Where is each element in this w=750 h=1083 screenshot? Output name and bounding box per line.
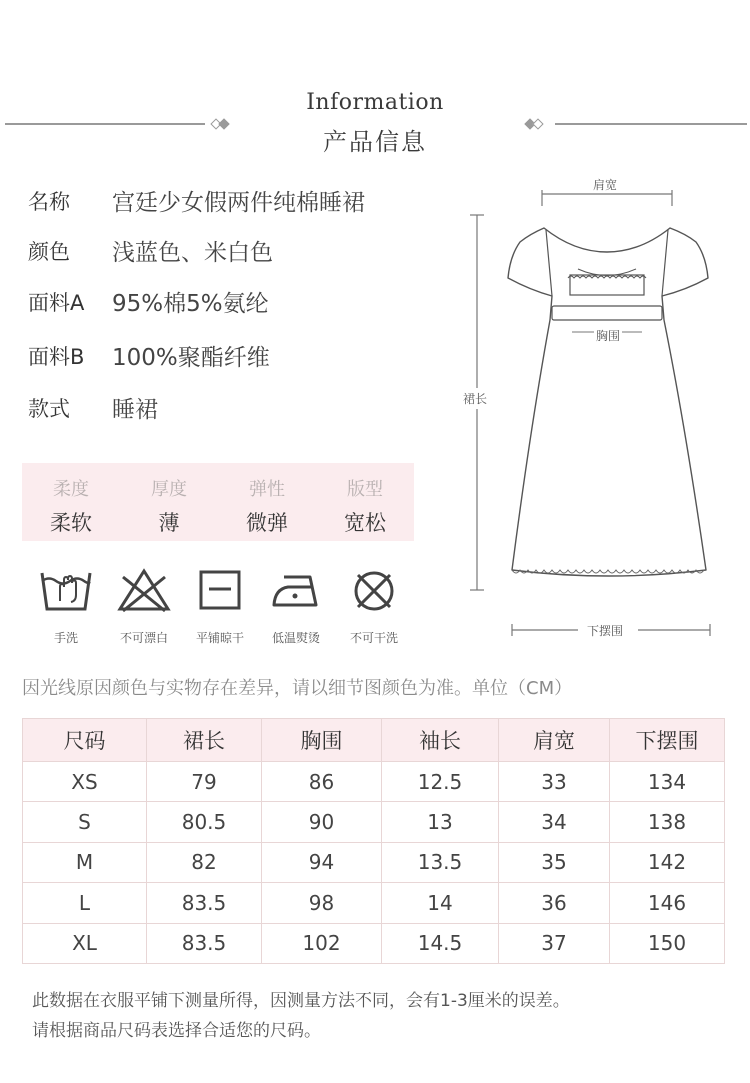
info-value: 浅蓝色、米白色 bbox=[112, 240, 273, 266]
property-elasticity bbox=[218, 463, 316, 541]
info-row-name bbox=[28, 186, 448, 220]
table-cell: 12.5 bbox=[382, 762, 499, 802]
low-iron-icon bbox=[266, 565, 326, 615]
section-header bbox=[0, 0, 750, 160]
table-row bbox=[23, 842, 725, 882]
column-header: 下摆围 bbox=[610, 719, 725, 762]
table-cell: 90 bbox=[262, 802, 382, 842]
column-header: 尺码 bbox=[23, 719, 147, 762]
hand-wash-icon bbox=[38, 565, 94, 615]
table-cell: 13 bbox=[382, 802, 499, 842]
flat-dry-icon bbox=[192, 565, 248, 615]
no-bleach-icon bbox=[115, 565, 173, 615]
table-cell: 86 bbox=[262, 762, 382, 802]
title-chinese: 产品信息 bbox=[323, 128, 427, 156]
table-cell: 146 bbox=[610, 883, 725, 923]
table-cell: 134 bbox=[610, 762, 725, 802]
care-item-no-dry-clean bbox=[336, 565, 412, 649]
care-label: 平铺晾干 bbox=[195, 631, 244, 645]
care-label: 不可漂白 bbox=[119, 631, 168, 645]
property-fit bbox=[316, 463, 414, 541]
property-label: 版型 bbox=[347, 479, 383, 500]
column-header: 袖长 bbox=[382, 719, 499, 762]
table-row bbox=[23, 883, 725, 923]
info-label: 面料A bbox=[28, 291, 85, 315]
table-cell: L bbox=[23, 883, 147, 923]
measurement-note-line: 请根据商品尺码表选择合适您的尺码。 bbox=[32, 1021, 321, 1041]
diamond-ornament-right-icon bbox=[526, 117, 548, 131]
no-dry-clean-icon bbox=[346, 565, 402, 615]
dress-outline-illustration bbox=[460, 170, 745, 650]
info-label: 款式 bbox=[28, 397, 70, 421]
property-value: 薄 bbox=[158, 511, 180, 535]
info-label: 面料B bbox=[28, 345, 85, 369]
measurement-note-line: 此数据在衣服平铺下测量所得，因测量方法不同，会有1-3厘米的误差。 bbox=[32, 991, 570, 1011]
table-cell: XL bbox=[23, 923, 147, 963]
care-item-low-iron bbox=[258, 565, 334, 649]
property-value: 宽松 bbox=[344, 511, 386, 535]
hem-label: 下摆围 bbox=[587, 624, 624, 638]
table-cell: 102 bbox=[262, 923, 382, 963]
property-label: 柔度 bbox=[53, 479, 89, 500]
table-cell: S bbox=[23, 802, 147, 842]
info-row-fabric-a bbox=[28, 287, 448, 321]
info-value: 100%聚酯纤维 bbox=[112, 345, 270, 371]
table-cell: 14.5 bbox=[382, 923, 499, 963]
info-value: 睡裙 bbox=[112, 397, 158, 423]
length-label: 裙长 bbox=[463, 388, 487, 409]
info-row-style bbox=[28, 393, 448, 427]
garment-diagram bbox=[460, 170, 745, 650]
property-label: 弹性 bbox=[249, 479, 285, 500]
table-cell: 36 bbox=[499, 883, 610, 923]
table-row bbox=[23, 923, 725, 963]
property-thickness bbox=[120, 463, 218, 541]
size-chart-table bbox=[22, 718, 725, 964]
column-header: 肩宽 bbox=[499, 719, 610, 762]
table-cell: 138 bbox=[610, 802, 725, 842]
property-value: 微弹 bbox=[246, 511, 288, 535]
care-item-hand-wash bbox=[28, 565, 104, 649]
table-header-row bbox=[23, 719, 725, 762]
table-cell: 83.5 bbox=[147, 923, 262, 963]
table-cell: 94 bbox=[262, 842, 382, 882]
table-cell: 150 bbox=[610, 923, 725, 963]
table-row bbox=[23, 802, 725, 842]
properties-band bbox=[22, 463, 414, 541]
info-label: 名称 bbox=[28, 190, 70, 214]
header-divider-right bbox=[555, 123, 747, 125]
property-label: 厚度 bbox=[151, 479, 187, 500]
info-row-fabric-b bbox=[28, 341, 448, 375]
table-cell: 34 bbox=[499, 802, 610, 842]
info-value: 95%棉5%氨纶 bbox=[112, 291, 269, 317]
care-label: 低温熨烫 bbox=[271, 631, 320, 645]
table-cell: XS bbox=[23, 762, 147, 802]
property-value: 柔软 bbox=[50, 511, 92, 535]
property-softness bbox=[22, 463, 120, 541]
table-cell: 83.5 bbox=[147, 883, 262, 923]
color-disclaimer: 因光线原因颜色与实物存在差异，请以细节图颜色为准。单位（CM） bbox=[22, 678, 573, 699]
table-cell: 98 bbox=[262, 883, 382, 923]
care-label: 不可干洗 bbox=[349, 631, 398, 645]
measurement-note bbox=[32, 986, 570, 1046]
table-cell: 80.5 bbox=[147, 802, 262, 842]
column-header: 裙长 bbox=[147, 719, 262, 762]
table-cell: 82 bbox=[147, 842, 262, 882]
table-row bbox=[23, 762, 725, 802]
table-cell: 14 bbox=[382, 883, 499, 923]
table-cell: 33 bbox=[499, 762, 610, 802]
table-cell: 13.5 bbox=[382, 842, 499, 882]
table-cell: 35 bbox=[499, 842, 610, 882]
care-item-flat-dry bbox=[182, 565, 258, 649]
info-row-color bbox=[28, 236, 448, 270]
table-cell: 79 bbox=[147, 762, 262, 802]
chest-label: 胸围 bbox=[596, 329, 621, 343]
column-header: 胸围 bbox=[262, 719, 382, 762]
care-label: 手洗 bbox=[53, 631, 78, 645]
info-label: 颜色 bbox=[28, 240, 70, 264]
shoulder-width-label: 肩宽 bbox=[593, 178, 618, 192]
table-cell: M bbox=[23, 842, 147, 882]
title-english: Information bbox=[306, 90, 444, 115]
table-cell: 142 bbox=[610, 842, 725, 882]
care-item-no-bleach bbox=[106, 565, 182, 649]
info-value: 宫廷少女假两件纯棉睡裙 bbox=[112, 190, 365, 216]
table-cell: 37 bbox=[499, 923, 610, 963]
